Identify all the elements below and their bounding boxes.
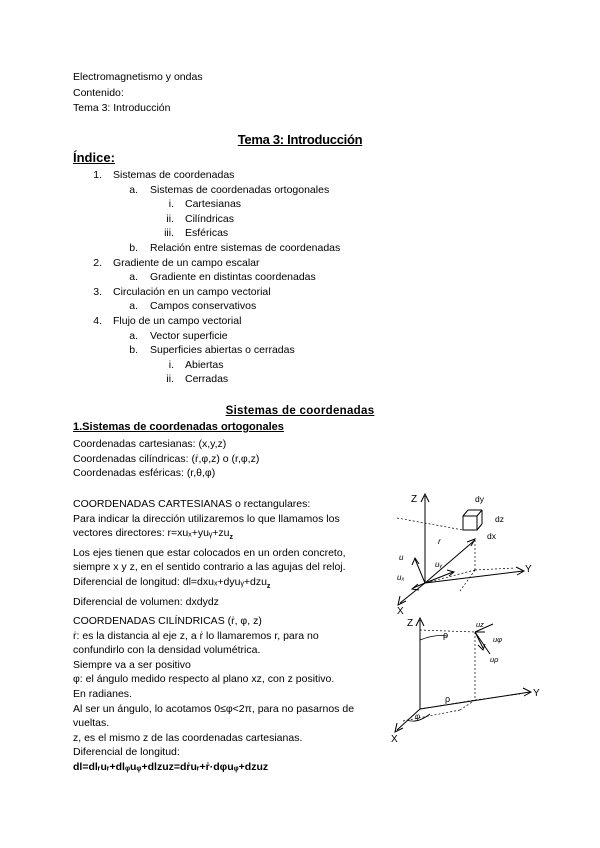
- cartesian-heading: COORDENADAS CARTESIANAS o rectangulares:: [73, 498, 311, 510]
- toc-item-label: Circulación en un campo vectorial: [113, 285, 271, 298]
- x-axis-label: X: [397, 606, 404, 617]
- toc-item-number: ii.: [166, 373, 174, 386]
- cartesian-text: siempre x y z, en el sentido contrario a las agujas del reloj.: [73, 561, 346, 574]
- toc-item-number: 1.: [93, 169, 102, 181]
- cylindrical-section: [73, 614, 373, 775]
- index-heading: Índice:: [73, 150, 115, 165]
- toc-item-number: b.: [129, 344, 138, 357]
- toc-item-number: ii.: [166, 212, 174, 225]
- toc-item-number: i.: [168, 358, 174, 371]
- dz-label: dz: [495, 514, 504, 524]
- u-rho-label: uρ: [490, 655, 499, 664]
- toc-item-number: iii.: [164, 227, 174, 240]
- toc-item-label: Abiertas: [185, 358, 224, 371]
- toc-item-label: Campos conservativos: [150, 300, 257, 313]
- course-name: Electromagnetismo y ondas: [73, 71, 203, 83]
- toc-item-label: Sistemas de coordenadas ortogonales: [150, 183, 330, 196]
- cylindrical-text: Diferencial de longitud:: [73, 746, 180, 759]
- cylindrical-text: vueltas.: [73, 717, 110, 730]
- contents-label: Contenido:: [73, 87, 124, 99]
- dy-label: dy: [475, 494, 484, 504]
- cartesian-text: Los ejes tienen que estar colocados en un orden concreto,: [73, 546, 346, 559]
- toc-item-label: Cilíndricas: [185, 212, 235, 225]
- volume-differential: Diferencial de volumen: dxdydz: [73, 595, 219, 608]
- phi-label: φ: [415, 712, 421, 721]
- cartesian-text: vectores directores: $r=xu_x+yuᵧ+zu_z$: [73, 527, 234, 542]
- length-differential: Diferencial de longitud: dl=dxuₓ+dyuᵧ+dzu$_z$: [73, 576, 271, 591]
- toc-item-number: a.: [129, 183, 138, 196]
- cylindrical-formula: dl=dlᵣuᵣ+dlᵩuᵩ+dlzuz=dṙuᵣ+ṙ·dφuᵩ+dzuz: [73, 760, 269, 773]
- uy-label: uᵧ: [435, 560, 443, 569]
- r-vector-label: r: [438, 536, 441, 546]
- ux-label: uₓ: [397, 573, 405, 582]
- coordinates-list: [73, 437, 373, 481]
- toc-item-label: Esféricas: [185, 227, 229, 240]
- cylindrical-heading: COORDENADAS CILÍNDRICAS (ṙ, φ, z): [73, 615, 262, 627]
- subsection-title: 1.Sistemas de coordenadas ortogonales: [73, 421, 284, 433]
- u-z-label: uz: [476, 620, 484, 629]
- cartesian-section: [73, 497, 373, 609]
- z-axis-label: Z: [411, 494, 418, 505]
- toc-item-label: Gradiente de un campo escalar: [113, 256, 260, 269]
- y-axis-label: Y: [525, 564, 532, 575]
- cylindrical-text: Siempre va a ser positivo: [73, 658, 191, 671]
- z-axis-label: Z: [407, 618, 414, 629]
- cartesian-axes-figure: [375, 488, 535, 618]
- coords-cartesian: Coordenadas cartesianas: (x,y,z): [73, 438, 227, 450]
- y-axis-label: Y: [533, 688, 540, 699]
- cylindrical-text: En radianes.: [73, 687, 132, 700]
- u-phi-label: uφ: [493, 635, 503, 644]
- toc-item-label: Gradiente en distintas coordenadas: [150, 271, 316, 284]
- toc-item-number: a.: [129, 300, 138, 313]
- toc-item-label: Relación entre sistemas de coordenadas: [150, 242, 341, 254]
- cylindrical-text: Al ser un ángulo, lo acotamos 0≤φ<2π, para no pasarnos de: [73, 702, 355, 715]
- section-title: Sistemas de coordenadas: [225, 405, 375, 417]
- cartesian-text: Para indicar la dirección utilizaremos lo que llamamos los: [73, 512, 340, 525]
- toc-item-number: a.: [129, 271, 138, 284]
- cylindrical-text: confundirlo con la densidad volumétrica.: [73, 644, 261, 657]
- dx-label: dx: [487, 531, 496, 541]
- toc-item-label: Superficies abiertas o cerradas: [150, 344, 295, 357]
- cylindrical-text: ṙ: es la distancia al eje z, a ṙ lo llamaremos r, para no: [73, 629, 319, 642]
- cylindrical-axes-figure: [375, 612, 550, 747]
- toc-item-number: 4.: [93, 315, 102, 327]
- x-axis-label: X: [391, 734, 398, 745]
- cylindrical-text: z, es el mismo z de las coordenadas cartesianas.: [73, 731, 303, 744]
- toc-item-number: 2.: [93, 256, 102, 269]
- toc-item-label: Cerradas: [185, 373, 229, 386]
- page-title: Tema 3: Introducción: [237, 132, 363, 147]
- toc-item-number: i.: [168, 198, 174, 211]
- coords-spherical: Coordenadas esféricas: (r,θ,φ): [73, 467, 216, 480]
- cylindrical-text: φ: el ángulo medido respecto al plano xz, con z positivo.: [73, 673, 335, 686]
- uz-label: u: [399, 553, 404, 562]
- rho-label-bottom: ρ: [445, 694, 451, 704]
- toc-item-label: Cartesianas: [185, 198, 242, 211]
- toc-item-label: Vector superficie: [150, 329, 228, 342]
- toc-item-label: Flujo de un campo vectorial: [113, 315, 242, 327]
- toc-item-number: a.: [129, 329, 138, 342]
- topic-label: Tema 3: Introducción: [73, 102, 171, 114]
- toc-item-number: 3.: [93, 285, 102, 298]
- toc-item-label: Sistemas de coordenadas: [113, 169, 235, 181]
- coords-cylindrical: Coordenadas cilíndricas: (ṙ,φ,z) o (r,φ,z): [73, 452, 260, 465]
- toc-item-number: b.: [129, 242, 138, 254]
- rho-label-top: ρ: [443, 630, 449, 640]
